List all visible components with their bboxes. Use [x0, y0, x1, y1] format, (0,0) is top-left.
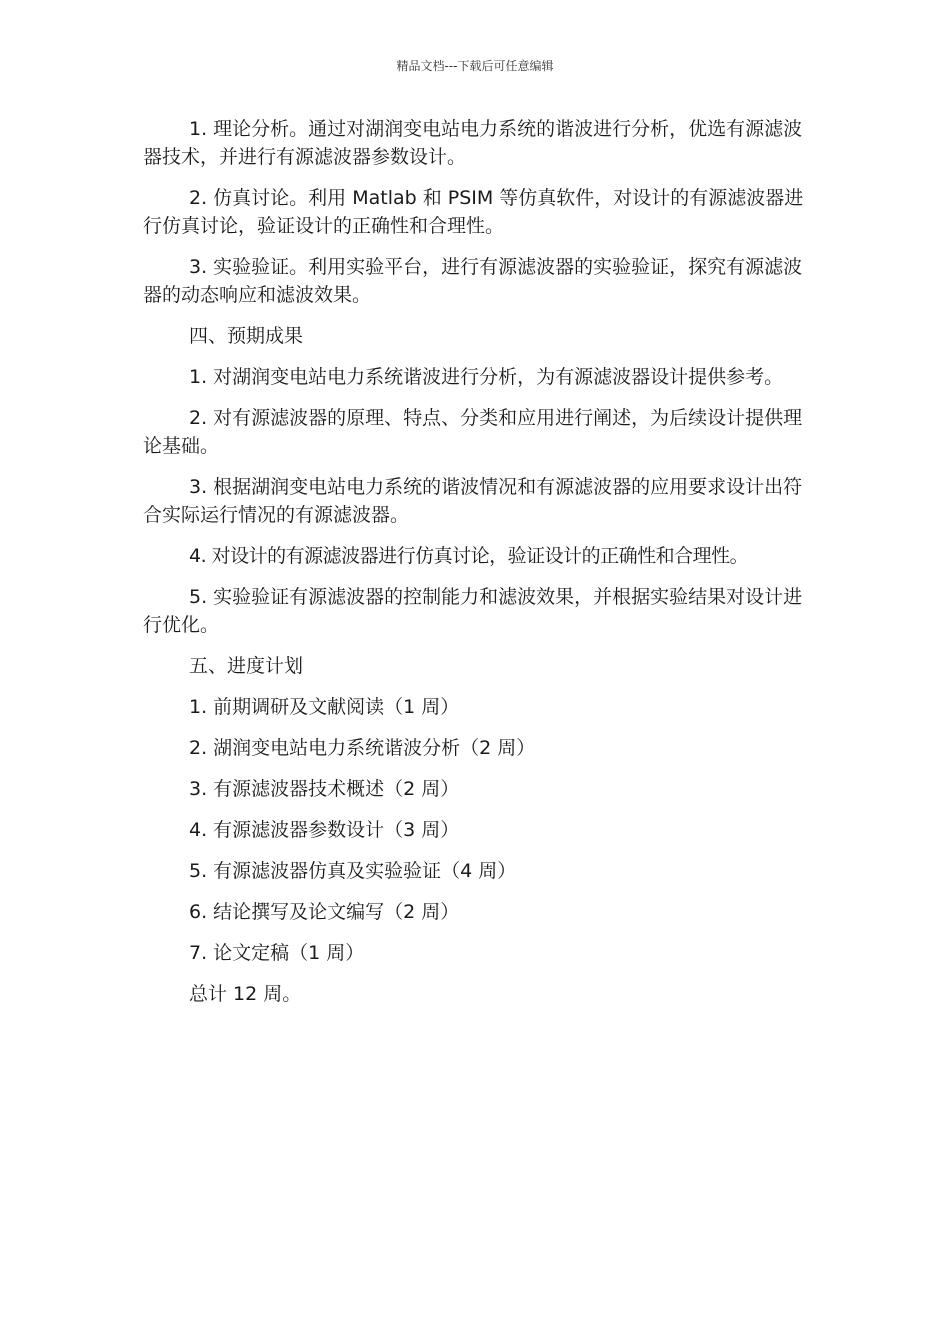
schedule-item-2: 2. 湖润变电站电力系统谐波分析（2 周）: [189, 737, 536, 759]
result-item-5: 5. 实验验证有源滤波器的控制能力和滤波效果，并根据实验结果对设计进行优化。: [143, 586, 803, 636]
schedule-item-6: 6. 结论撰写及论文编写（2 周）: [189, 901, 460, 923]
schedule-item-3: 3. 有源滤波器技术概述（2 周）: [189, 778, 460, 800]
result-item-1: 1. 对湖润变电站电力系统谐波进行分析，为有源滤波器设计提供参考。: [189, 366, 784, 388]
document-body: [143, 115, 813, 1021]
result-item-2: 2. 对有源滤波器的原理、特点、分类和应用进行阐述，为后续设计提供理论基础。: [143, 407, 803, 457]
schedule-item-1: 1. 前期调研及文献阅读（1 周）: [189, 696, 460, 718]
method-simulation: 2. 仿真讨论。利用 Matlab 和 PSIM 等仿真软件，对设计的有源滤波器进行仿真讨论，验证设计的正确性和合理性。: [143, 187, 804, 237]
method-experiment: 3. 实验验证。利用实验平台，进行有源滤波器的实验验证，探究有源滤波器的动态响应和滤波效果。: [143, 256, 803, 306]
schedule-total: 总计 12 周。: [189, 983, 302, 1005]
schedule-item-7: 7. 论文定稿（1 周）: [189, 942, 365, 964]
section-heading-schedule: 五、进度计划: [189, 655, 304, 677]
method-theory-analysis: 1. 理论分析。通过对湖润变电站电力系统的谐波进行分析，优选有源滤波器技术，并进行有源滤波器参数设计。: [143, 118, 803, 168]
result-item-3: 3. 根据湖润变电站电力系统的谐波情况和有源滤波器的应用要求设计出符合实际运行情况的有源滤波器。: [143, 476, 803, 526]
page-header: 精品文档---下载后可任意编辑: [396, 59, 554, 73]
schedule-item-5: 5. 有源滤波器仿真及实验验证（4 周）: [189, 860, 517, 882]
section-heading-expected-results: 四、预期成果: [189, 325, 304, 347]
result-item-4: 4. 对设计的有源滤波器进行仿真讨论，验证设计的正确性和合理性。: [189, 545, 749, 567]
schedule-item-4: 4. 有源滤波器参数设计（3 周）: [189, 819, 460, 841]
